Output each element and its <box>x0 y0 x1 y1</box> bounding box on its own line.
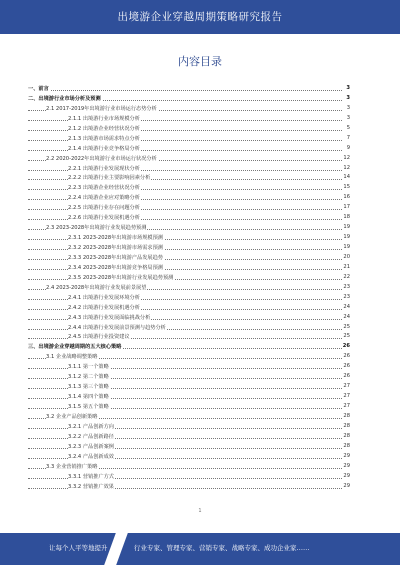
toc-entry[interactable] <box>28 283 350 293</box>
toc-leader-dots <box>28 90 342 91</box>
toc-entry-label: 3.3.1 营销推广方式 <box>68 473 114 480</box>
toc-entry[interactable] <box>28 402 350 412</box>
toc-entry-page: 22 <box>343 273 350 280</box>
toc-entry-page: 28 <box>343 432 350 439</box>
toc-entry[interactable] <box>28 154 350 164</box>
toc-entry[interactable] <box>28 203 350 213</box>
toc-entry-label: 3.2.4 产品创新成效 <box>68 453 114 460</box>
toc-entry[interactable] <box>28 412 350 422</box>
toc-entry-label: 2.1.2 出境游企业经营状况分析 <box>68 125 140 132</box>
toc-entry[interactable] <box>28 273 350 283</box>
toc-entry-label: 3.3.2 营销推广效果 <box>68 483 114 490</box>
toc-entry-label: 2.4.4 出境游行业发展前景预测与趋势分析 <box>68 324 166 331</box>
page-footer <box>0 533 400 565</box>
toc-entry-label: 2.4 2023-2028年出境游行业发展前景展望 <box>46 284 147 291</box>
toc-entry-label: 3.1.3 第三个策略 <box>68 384 109 391</box>
toc-entry[interactable] <box>28 84 350 94</box>
toc-entry-page: 18 <box>343 214 350 221</box>
toc-entry[interactable] <box>28 452 350 462</box>
toc-entry[interactable] <box>28 223 350 233</box>
toc-heading: 内容目录 <box>178 55 222 68</box>
toc-entry[interactable] <box>28 94 350 104</box>
toc-entry-page: 24 <box>343 303 350 310</box>
toc-entry-page: 15 <box>343 184 350 191</box>
toc-entry-label: 一、前言 <box>28 86 49 92</box>
toc-entry-page: 28 <box>343 412 350 419</box>
toc-entry[interactable] <box>28 313 350 323</box>
toc-entry-label: 2.4.3 出境游行业发展面临挑战分析 <box>68 314 151 321</box>
toc-entry-page: 20 <box>343 253 350 260</box>
toc-entry-label: 2.2.4 出境游企业应对策略分析 <box>68 195 140 202</box>
toc-entry-label: 2.2.3 出境游企业经营状况分析 <box>68 185 140 192</box>
toc-entry-label: 2.3.5 2023-2028年出境游行业发展趋势预测 <box>68 274 174 281</box>
toc-entry-page: 14 <box>343 174 350 181</box>
toc-entry-page: 29 <box>343 472 350 479</box>
toc-entry-label: 3.2 企业产品创新策略 <box>46 413 98 420</box>
toc-entry-page: 27 <box>343 393 350 400</box>
toc-entry-page: 3 <box>346 85 350 91</box>
toc-entry-label: 2.3.3 2023-2028年出境游产品发展趋势 <box>68 254 163 261</box>
toc-entry-label: 2.3.2 2023-2028年出境游市场需求预测 <box>68 245 163 251</box>
toc-entry-page: 5 <box>346 124 350 131</box>
toc-entry-page: 28 <box>343 442 350 449</box>
toc-entry[interactable] <box>28 422 350 432</box>
toc-entry-page: 29 <box>343 462 350 469</box>
toc-entry-page: 27 <box>343 403 350 409</box>
toc-entry-label: 2.1 2017-2019年出境游行业市场运行态势分析 <box>46 105 157 112</box>
toc-entry[interactable] <box>28 482 350 492</box>
toc-entry[interactable] <box>28 253 350 263</box>
toc-entry[interactable] <box>28 173 350 183</box>
toc-entry-page: 3 <box>346 104 350 111</box>
toc-entry[interactable] <box>28 193 350 203</box>
toc-entry[interactable] <box>28 134 350 144</box>
toc-entry[interactable] <box>28 432 350 442</box>
toc-entry[interactable] <box>28 382 350 392</box>
toc-entry-label: 2.1.1 出境游行业市场规模分析 <box>68 115 140 122</box>
toc-entry-page: 27 <box>343 383 350 390</box>
toc-entry-label: 3.2.1 产品创新方向 <box>68 423 114 430</box>
toc-entry-label: 2.3 2023-2028年出境游行业发展趋势预测 <box>46 225 147 232</box>
toc-entry[interactable] <box>28 392 350 402</box>
toc-entry-label: 2.2.5 出境游行业存在问题分析 <box>68 205 140 212</box>
toc-entry-page: 16 <box>343 194 350 201</box>
toc-entry-page: 25 <box>343 333 350 340</box>
toc-entry-label: 2.4.5 出境游行业投资建议 <box>68 334 130 341</box>
toc-entry-page: 19 <box>343 234 350 241</box>
toc-entry-label: 3.1.4 第四个策略 <box>68 394 109 401</box>
toc-entry-page: 26 <box>343 363 350 370</box>
toc-entry-page: 3 <box>346 94 350 101</box>
toc-entry-label: 2.2.1 出境游行业发展现状分析 <box>68 165 140 172</box>
toc-entry[interactable] <box>28 293 350 303</box>
toc-entry[interactable] <box>28 442 350 452</box>
toc-entry-page: 29 <box>343 482 350 489</box>
toc-entry[interactable] <box>28 372 350 382</box>
toc-entry[interactable] <box>28 243 350 253</box>
toc-entry-page: 7 <box>346 134 350 141</box>
toc-entry-label: 2.2.2 出境游行业主要影响因素分析 <box>68 175 151 182</box>
toc-entry-page: 28 <box>343 422 350 429</box>
toc-entry-page: 12 <box>343 154 350 161</box>
toc-entry[interactable] <box>28 303 350 313</box>
toc-entry-label: 2.4.1 出境游行业发展环境分析 <box>68 294 140 301</box>
toc-entry-label: 2.3.4 2023-2028年出境游竞争格局预测 <box>68 264 163 271</box>
toc-entry-page: 26 <box>343 373 350 380</box>
toc-entry-page: 29 <box>343 452 350 459</box>
toc-entry-page: 23 <box>343 283 350 290</box>
toc-entry[interactable] <box>28 323 350 333</box>
toc-entry-page: 21 <box>343 263 350 270</box>
toc-entry-label: 3.1.5 第五个策略 <box>68 404 109 410</box>
toc-entry-page: 23 <box>343 293 350 300</box>
toc-entry-label: 2.2.6 出境游行业发展机遇分析 <box>68 215 140 222</box>
toc-entry-label: 3.1 企业战略调整策略 <box>46 354 98 361</box>
table-of-contents <box>28 84 350 491</box>
toc-entry-page: 26 <box>343 353 350 360</box>
toc-entry[interactable] <box>28 462 350 472</box>
toc-entry-label: 2.3.1 2023-2028年出境游市场规模预测 <box>68 235 163 242</box>
toc-entry-label: 3.1.2 第二个策略 <box>68 374 109 381</box>
toc-entry[interactable] <box>28 233 350 243</box>
report-title: 出境游企业穿越周期策略研究报告 <box>117 11 283 23</box>
toc-entry[interactable] <box>28 362 350 372</box>
toc-entry[interactable] <box>28 183 350 193</box>
toc-entry-page: 19 <box>343 244 350 250</box>
toc-entry-label: 3.3 企业营销推广策略 <box>46 463 98 470</box>
toc-entry-page: 24 <box>343 313 350 320</box>
toc-entry[interactable] <box>28 332 350 342</box>
toc-entry-page: 12 <box>343 164 350 171</box>
toc-entry-label: 2.1.3 出境游市场需求特点分析 <box>68 135 140 142</box>
toc-entry-page: 26 <box>342 343 350 350</box>
toc-entry-label: 二、出境游行业市场分析及预测 <box>28 95 101 102</box>
toc-entry-label: 3.2.3 产品创新案例 <box>68 443 114 450</box>
toc-entry-label: 2.4.2 出境游行业发展机遇分析 <box>68 304 140 311</box>
toc-entry[interactable] <box>28 263 350 273</box>
toc-entry-page: 17 <box>343 204 350 211</box>
toc-entry[interactable] <box>28 124 350 134</box>
toc-entry-page: 3 <box>346 114 350 121</box>
document-page <box>0 34 400 533</box>
footer-slogan: 让每个人平等地提升 <box>49 544 108 552</box>
page-header <box>0 0 400 34</box>
toc-entry-page: 9 <box>346 144 350 151</box>
toc-entry-page: 19 <box>343 224 350 231</box>
toc-entry[interactable] <box>28 342 350 352</box>
toc-entry-label: 3.2.2 产品创新路径 <box>68 433 114 440</box>
page-number: 1 <box>198 508 202 514</box>
toc-entry[interactable] <box>28 472 350 482</box>
toc-entry-page: 25 <box>343 323 350 330</box>
toc-entry-label: 3.1.1 第一个策略 <box>68 364 109 371</box>
footer-experts: 行业专家、管理专家、营销专家、战略专家、成功企业家…… <box>134 544 310 552</box>
toc-entry-label: 三、出境游企业穿越周期的五大核心策略 <box>28 344 122 351</box>
toc-entry[interactable] <box>28 114 350 124</box>
toc-entry-label: 2.1.4 出境游行业竞争格局分析 <box>68 145 140 152</box>
toc-entry[interactable] <box>28 144 350 154</box>
toc-entry[interactable] <box>28 352 350 362</box>
toc-entry[interactable] <box>28 104 350 114</box>
toc-entry[interactable] <box>28 164 350 174</box>
toc-entry-label: 2.2 2020-2022年出境游行业市场运行状况分析 <box>46 155 157 162</box>
toc-entry[interactable] <box>28 213 350 223</box>
